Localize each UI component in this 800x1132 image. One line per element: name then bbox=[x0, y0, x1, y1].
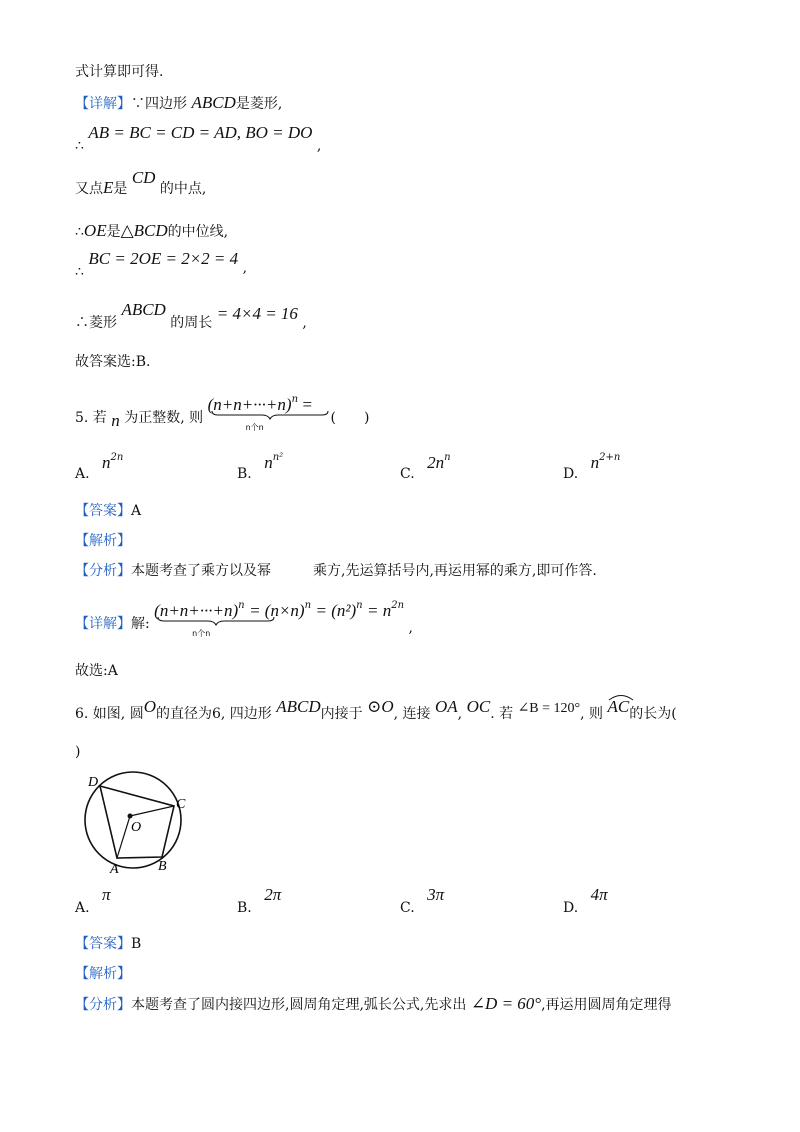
math-exponent: n² bbox=[272, 452, 284, 463]
answer-value: B bbox=[131, 936, 142, 952]
analysis-tag: 【解析】 bbox=[75, 533, 131, 549]
math-exponent: 2n bbox=[110, 452, 124, 463]
math: AC bbox=[607, 697, 630, 716]
math: △BCD bbox=[120, 221, 168, 240]
option-d bbox=[563, 885, 608, 916]
label-b: B bbox=[158, 859, 167, 874]
math-exponent: n bbox=[444, 452, 451, 463]
math: BC = 2OE = 2×2 = 4 bbox=[88, 249, 239, 268]
math: ∠B = 120° bbox=[517, 701, 581, 716]
option-b bbox=[237, 452, 284, 482]
text-line bbox=[75, 249, 248, 280]
text-line bbox=[75, 93, 282, 114]
underbrace-expression bbox=[154, 596, 245, 638]
math: (n+n+···+n) bbox=[154, 601, 239, 620]
text: 又点 bbox=[75, 181, 103, 197]
math: (n+n+···+n) bbox=[207, 395, 292, 414]
math: = bbox=[302, 395, 313, 414]
detail-tag: 【详解】 bbox=[75, 616, 131, 632]
option-label: D. bbox=[563, 900, 579, 916]
answer-blank: ( ) bbox=[330, 410, 370, 426]
math: ABCD bbox=[121, 300, 166, 319]
math: n bbox=[102, 453, 111, 472]
segment-oc bbox=[130, 806, 174, 816]
text: ∵四边形 bbox=[131, 96, 187, 112]
math: 2n bbox=[427, 453, 445, 472]
math: = (n²) bbox=[315, 601, 357, 620]
option-b bbox=[237, 885, 282, 916]
text: 的周长 bbox=[170, 315, 213, 331]
math-exponent: n bbox=[291, 394, 299, 405]
math: ABCD bbox=[276, 697, 321, 716]
label-c: C bbox=[176, 797, 186, 812]
math: AB = BC = CD = AD, BO = DO bbox=[88, 123, 313, 142]
text: 式计算即可得. bbox=[75, 64, 164, 80]
text-line bbox=[75, 168, 207, 199]
therefore-symbol: ∴ bbox=[75, 264, 84, 280]
text: , bbox=[242, 260, 248, 276]
math: O bbox=[143, 697, 156, 716]
text: 内接于 bbox=[320, 706, 363, 722]
center-point bbox=[128, 814, 133, 819]
math: n bbox=[264, 453, 273, 472]
math: 2π bbox=[264, 885, 282, 904]
answer-tag: 【答案】 bbox=[75, 503, 131, 519]
text: 的长为( bbox=[629, 706, 677, 722]
math: 3π bbox=[427, 885, 445, 904]
underbrace-expression bbox=[207, 390, 299, 432]
therefore-symbol: ∴ bbox=[75, 224, 84, 240]
text-line bbox=[75, 62, 163, 82]
option-a bbox=[75, 885, 111, 916]
text: 为正整数, 则 bbox=[124, 410, 204, 426]
option-d bbox=[563, 452, 621, 482]
math: 4π bbox=[590, 885, 608, 904]
text: . 若 bbox=[490, 706, 514, 722]
fenxi-tag: 【分析】 bbox=[75, 997, 131, 1013]
answer-value: A bbox=[131, 503, 142, 519]
choose-line bbox=[75, 661, 118, 681]
text-line bbox=[75, 352, 150, 372]
text: ,再运用圆周角定理得 bbox=[541, 997, 672, 1013]
text: 的中位线, bbox=[167, 224, 229, 240]
underbrace-label: n个n bbox=[245, 423, 264, 432]
option-c bbox=[400, 885, 445, 916]
math-exponent: n bbox=[304, 600, 312, 611]
text: ) bbox=[75, 744, 81, 760]
answer-line bbox=[75, 501, 141, 521]
option-label: A. bbox=[75, 466, 90, 482]
math: ABCD bbox=[191, 93, 236, 112]
label-d: D bbox=[88, 775, 99, 790]
math: OA bbox=[435, 697, 458, 716]
math-exponent: n bbox=[356, 600, 363, 611]
text: , bbox=[316, 138, 322, 154]
analysis-line bbox=[75, 531, 131, 551]
math-exponent: 2+n bbox=[599, 452, 621, 463]
math: ⊙O bbox=[367, 697, 394, 716]
question-number: 5. 若 bbox=[75, 410, 107, 426]
therefore-symbol: ∴ bbox=[75, 138, 84, 154]
text: 本题考查了乘方以及幂 乘方,先运算括号内,再运用幂的乘方,即可作答. bbox=[131, 563, 597, 579]
text: , 连接 bbox=[393, 706, 431, 722]
option-label: A. bbox=[75, 900, 90, 916]
arc-mark bbox=[607, 693, 635, 701]
math-exponent: n bbox=[238, 600, 245, 611]
text: 解: bbox=[131, 616, 150, 632]
text-line bbox=[75, 123, 322, 154]
option-a bbox=[75, 452, 124, 482]
answer-tag: 【答案】 bbox=[75, 936, 131, 952]
fenxi-line bbox=[75, 994, 672, 1015]
fenxi-tag: 【分析】 bbox=[75, 563, 131, 579]
text: 本题考查了圆内接四边形,圆周角定理,弧长公式,先求出 bbox=[131, 997, 467, 1013]
detail-tag: 【详解】 bbox=[75, 96, 131, 112]
underbrace bbox=[210, 410, 330, 420]
math: ∠D = 60° bbox=[470, 994, 542, 1013]
underbrace-label: n个n bbox=[192, 629, 211, 638]
option-label: B. bbox=[237, 900, 252, 916]
text: ∴菱形 bbox=[75, 315, 117, 331]
detail-line bbox=[75, 596, 413, 638]
fenxi-line bbox=[75, 561, 597, 581]
option-label: C. bbox=[400, 900, 415, 916]
text: 是菱形, bbox=[235, 96, 283, 112]
text: , bbox=[408, 620, 413, 636]
math: = n bbox=[367, 601, 392, 620]
underbrace bbox=[156, 616, 276, 626]
label-o: O bbox=[131, 820, 142, 835]
text-line bbox=[75, 221, 228, 242]
math: E bbox=[103, 178, 114, 197]
math: n bbox=[111, 411, 120, 430]
text: 是 bbox=[106, 224, 121, 240]
math: = 4×4 = 16 bbox=[216, 304, 298, 323]
text-line bbox=[75, 742, 80, 762]
math: OC bbox=[466, 697, 491, 716]
text-line bbox=[75, 300, 307, 331]
question-5 bbox=[75, 390, 370, 432]
text: , bbox=[302, 315, 307, 331]
text: , bbox=[457, 706, 463, 722]
arc-notation bbox=[607, 697, 629, 718]
question-number: 6. 如图, 圆 bbox=[75, 706, 144, 722]
text: 的直径为6, 四边形 bbox=[156, 706, 272, 722]
option-label: C. bbox=[400, 466, 415, 482]
question-6 bbox=[75, 697, 677, 722]
math: n bbox=[590, 453, 600, 472]
math: = (n×n) bbox=[249, 601, 305, 620]
text: , 则 bbox=[580, 706, 604, 722]
text: 故选:A bbox=[75, 663, 118, 679]
option-label: D. bbox=[563, 466, 579, 482]
option-label: B. bbox=[237, 466, 252, 482]
analysis-line bbox=[75, 964, 131, 984]
analysis-tag: 【解析】 bbox=[75, 966, 131, 982]
label-a: A bbox=[110, 862, 119, 877]
text: 的中点, bbox=[159, 181, 207, 197]
segment-oa bbox=[117, 816, 130, 858]
circle-figure bbox=[75, 770, 205, 880]
math: OE bbox=[83, 221, 107, 240]
text: 是 bbox=[113, 181, 128, 197]
answer-line bbox=[75, 934, 141, 954]
math: CD bbox=[131, 168, 156, 187]
math-exponent: 2n bbox=[391, 600, 405, 611]
text: 故答案选:B. bbox=[75, 354, 151, 370]
math: π bbox=[102, 885, 111, 904]
option-c bbox=[400, 452, 451, 482]
